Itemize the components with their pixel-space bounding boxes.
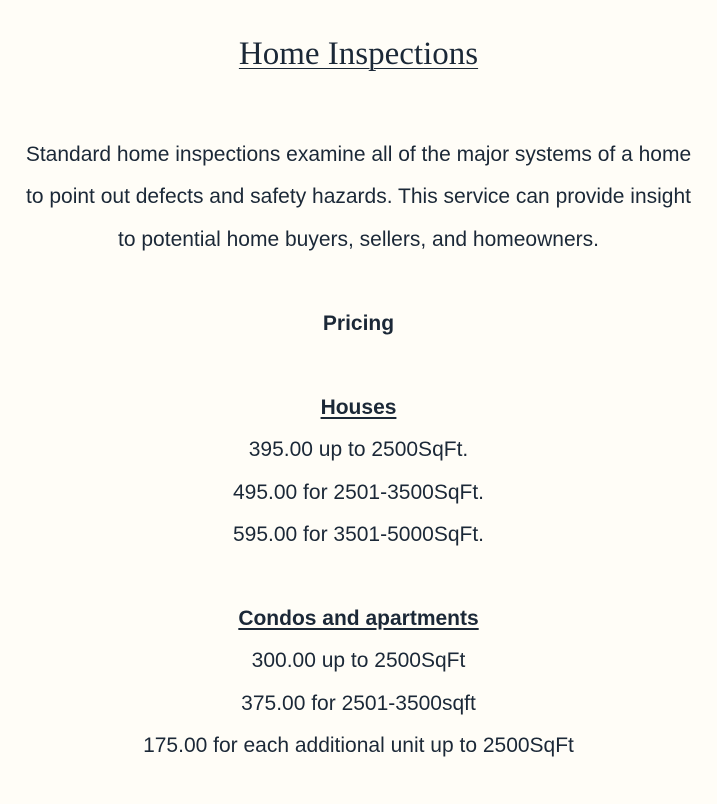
intro-paragraph: Standard home inspections examine all of the major systems of a home to point out defects and safety hazards. This service can provide insight to potential home buyers, sellers, and homeowners. (25, 143, 692, 251)
condos-heading (0, 604, 717, 634)
houses-heading-text: Houses (320, 396, 397, 419)
condos-price-item: 375.00 for 2501-3500sqft (241, 692, 476, 715)
page-title: Home Inspections (238, 36, 479, 72)
houses-price-item: 395.00 up to 2500SqFt. (248, 438, 469, 461)
houses-price-item: 495.00 for 2501-3500SqFt. (232, 481, 484, 504)
houses-heading (0, 393, 717, 423)
pricing-heading: Pricing (322, 312, 395, 335)
houses-price-item: 595.00 for 3501-5000SqFt. (232, 523, 484, 546)
condos-price-item: 175.00 for each additional unit up to 2500SqFt (143, 734, 574, 757)
condos-price-item: 300.00 up to 2500SqFt (251, 649, 466, 672)
condos-heading-text: Condos and apartments (238, 607, 479, 630)
